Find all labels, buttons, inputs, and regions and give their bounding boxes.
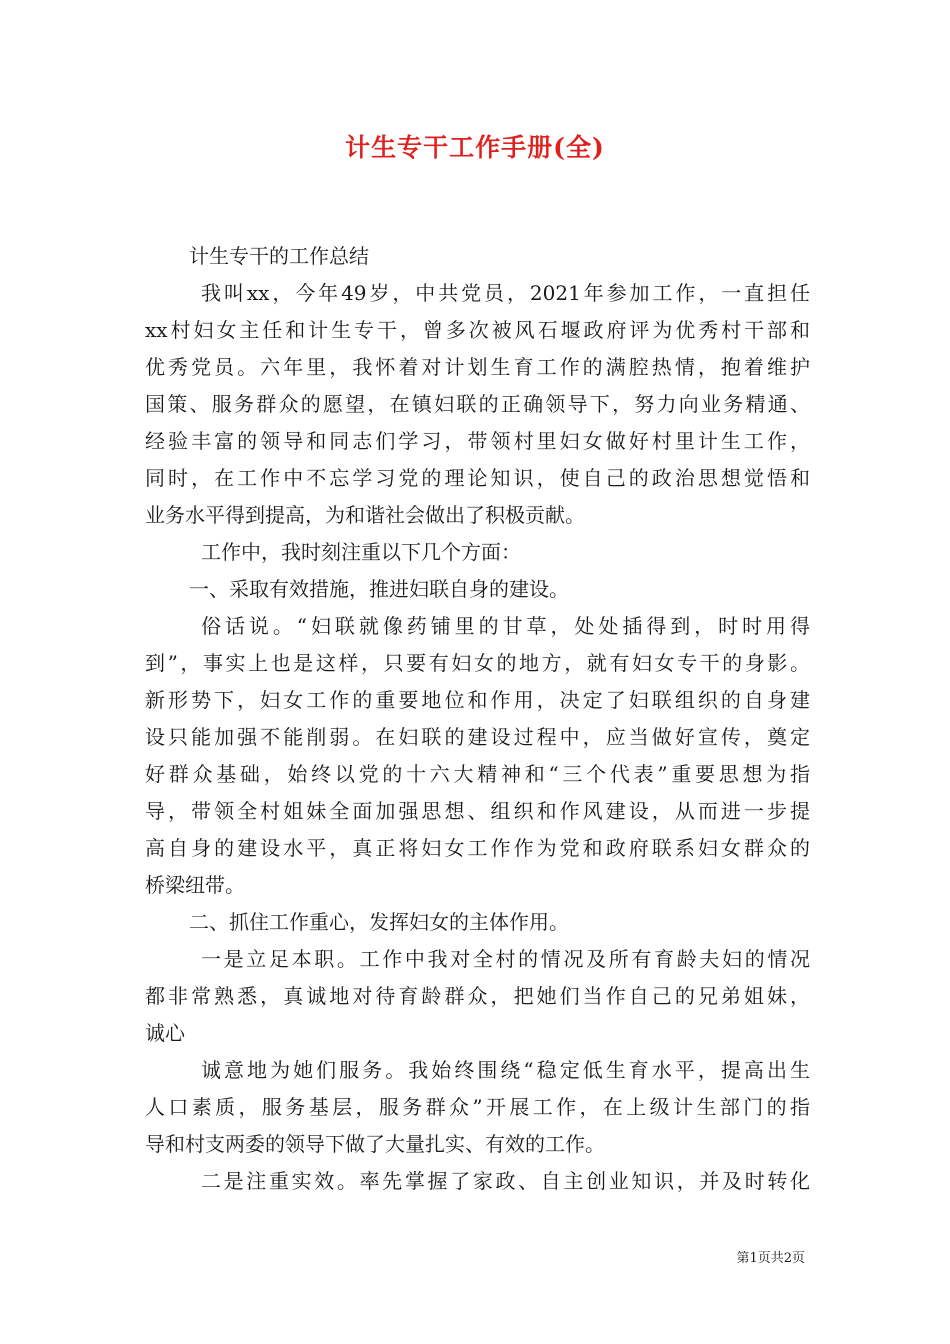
section-subtitle: 计生专干的工作总结 — [189, 244, 369, 268]
paragraph-line: 业务水平得到提高，为和谐社会做出了积极贡献。 — [145, 503, 585, 527]
paragraph-line: 工作中，我时刻注重以下几个方面： — [201, 540, 521, 564]
paragraph-line: xx村妇女主任和计生专干，曾多次被风石堰政府评为优秀村干部和 — [145, 318, 810, 342]
paragraph-line: 诚心 — [145, 1021, 185, 1045]
document-title: 计生专干工作手册(全) — [345, 133, 605, 162]
paragraph-line: 优秀党员。六年里，我怀着对计划生育工作的满腔热情，抱着维护 — [145, 355, 810, 379]
paragraph-line: 经验丰富的领导和同志们学习，带领村里妇女做好村里计生工作， — [145, 429, 810, 453]
paragraph-line: 我叫xx，今年49岁，中共党员，2021年参加工作，一直担任 — [201, 281, 810, 305]
paragraph-line: 诚意地为她们服务。我始终围绕“稳定低生育水平，提高出生 — [201, 1058, 810, 1082]
paragraph-line: 新形势下，妇女工作的重要地位和作用，决定了妇联组织的自身建 — [145, 688, 810, 712]
page-number: 第1页共2页 — [736, 1251, 805, 1266]
paragraph-line: 国策、服务群众的愿望，在镇妇联的正确领导下，努力向业务精通、 — [145, 392, 810, 416]
paragraph-line: 高自身的建设水平，真正将妇女工作作为党和政府联系妇女群众的 — [145, 836, 810, 860]
paragraph-line: 一是立足本职。工作中我对全村的情况及所有育龄夫妇的情况 — [201, 947, 810, 971]
section-heading: 一、采取有效措施，推进妇联自身的建设。 — [189, 577, 569, 601]
paragraph-line: 设只能加强不能削弱。在妇联的建设过程中，应当做好宣传，奠定 — [145, 725, 810, 749]
paragraph-line: 人口素质，服务基层，服务群众”开展工作，在上级计生部门的指 — [145, 1095, 810, 1119]
section-heading: 二、抓住工作重心，发挥妇女的主体作用。 — [189, 910, 569, 934]
paragraph-line: 同时，在工作中不忘学习党的理论知识，使自己的政治思想觉悟和 — [145, 466, 810, 490]
document-body — [145, 238, 810, 1200]
paragraph-line: 好群众基础，始终以党的十六大精神和“三个代表”重要思想为指 — [145, 762, 810, 786]
paragraph-line: 导和村支两委的领导下做了大量扎实、有效的工作。 — [145, 1132, 605, 1156]
paragraph-line: 都非常熟悉，真诚地对待育龄群众，把她们当作自己的兄弟姐妹， — [145, 984, 810, 1008]
paragraph-line: 到”，事实上也是这样，只要有妇女的地方，就有妇女专干的身影。 — [145, 651, 810, 675]
paragraph-line: 导，带领全村姐妹全面加强思想、组织和作风建设，从而进一步提 — [145, 799, 810, 823]
paragraph-line: 俗话说。“妇联就像药铺里的甘草，处处插得到，时时用得 — [201, 614, 810, 638]
paragraph-line: 二是注重实效。率先掌握了家政、自主创业知识，并及时转化 — [201, 1169, 810, 1193]
paragraph-line: 桥梁纽带。 — [145, 873, 245, 897]
